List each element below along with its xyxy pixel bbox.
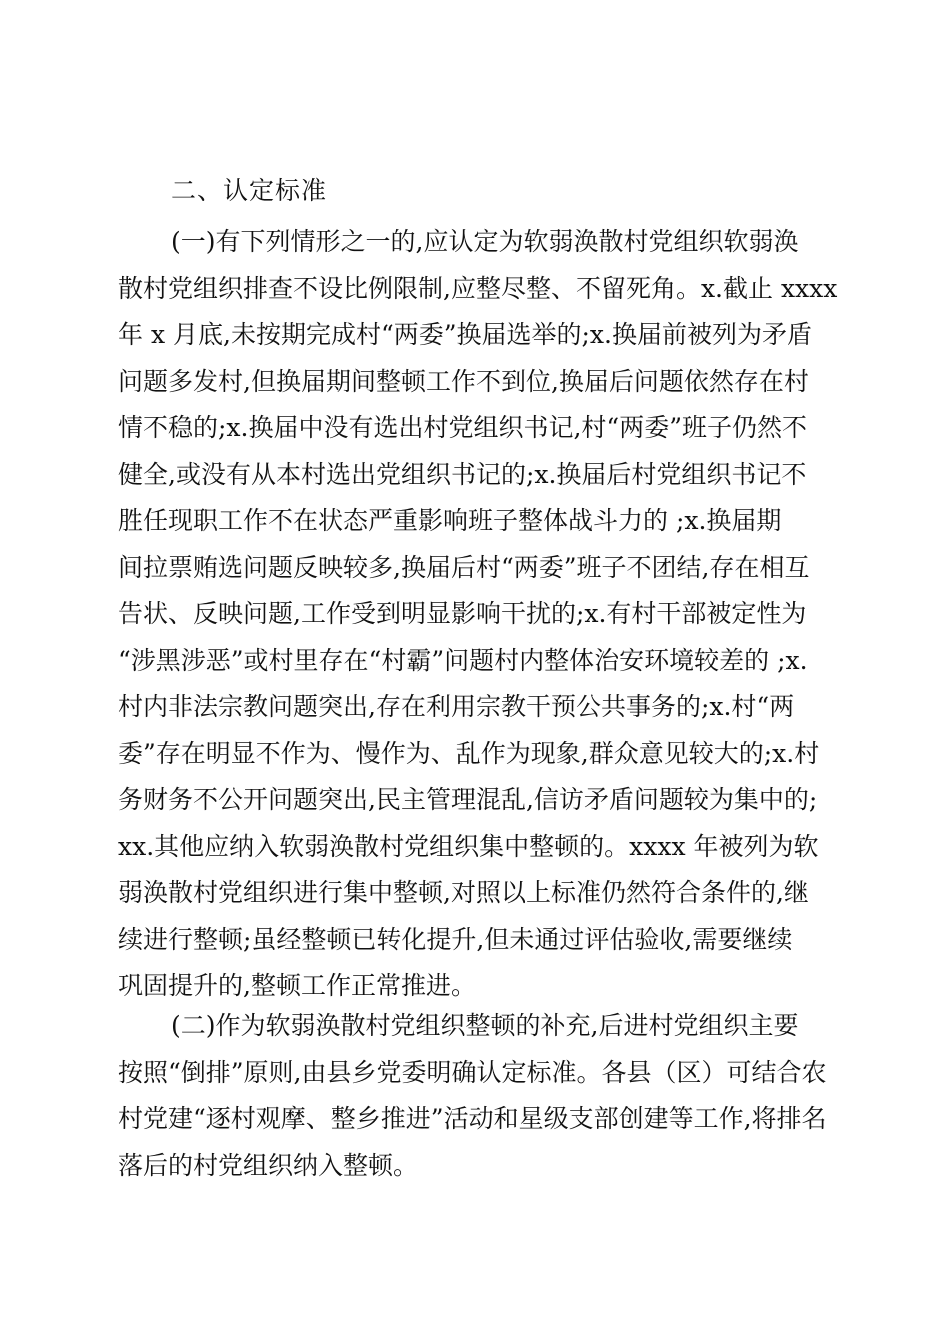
paragraph-line: 年 x 月底,未按期完成村“两委”换届选举的;x.换届前被列为矛盾 xyxy=(118,320,812,349)
paragraph-line: 巩固提升的,整顿工作正常推进。 xyxy=(118,971,476,1000)
paragraph-line: 村党建“逐村观摩、整乡推进”活动和星级支部创建等工作,将排名 xyxy=(118,1104,827,1133)
paragraph-line: 告状、反映问题,工作受到明显影响干扰的;x.有村干部被定性为 xyxy=(118,599,807,628)
paragraph-line: 健全,或没有从本村选出党组织书记的;x.换届后村党组织书记不 xyxy=(118,459,807,489)
paragraph-line: 胜任现职工作不在状态严重影响班子整体战斗力的 ;x.换届期 xyxy=(118,506,782,535)
paragraph-line: 弱涣散村党组织进行集中整顿,对照以上标准仍然符合条件的,继 xyxy=(118,878,809,907)
paragraph-line: 按照“倒排”原则,由县乡党委明确认定标准。各县（区）可结合农 xyxy=(118,1057,827,1087)
paragraph-line: (一)有下列情形之一的,应认定为软弱涣散村党组织软弱涣 xyxy=(171,227,799,256)
paragraph-line: 村内非法宗教问题突出,存在利用宗教干预公共事务的;x.村“两 xyxy=(118,692,795,721)
paragraph-line: xx.其他应纳入软弱涣散村党组织集中整顿的。xxxx 年被列为软 xyxy=(118,831,819,861)
paragraph-line: 问题多发村,但换届期间整顿工作不到位,换届后问题依然存在村 xyxy=(118,366,809,396)
paragraph-recognition-criteria-1 xyxy=(118,219,838,1010)
paragraph-line: 间拉票贿选问题反映较多,换届后村“两委”班子不团结,存在相互 xyxy=(118,552,810,582)
paragraph-line: 情不稳的;x.换届中没有选出村党组织书记,村“两委”班子仍然不 xyxy=(118,413,807,442)
paragraph-line: 务财务不公开问题突出,民主管理混乱,信访矛盾问题较为集中的; xyxy=(118,785,818,814)
section-heading: 二、认定标准 xyxy=(171,176,328,205)
paragraph-line: 委”存在明显不作为、慢作为、乱作为现象,群众意见较大的;x.村 xyxy=(118,738,820,768)
paragraph-line: “涉黑涉恶”或村里存在“村霸”问题村内整体治安环境较差的 ;x. xyxy=(118,645,808,675)
paragraph-recognition-criteria-2 xyxy=(118,1003,838,1189)
paragraph-line: 落后的村党组织纳入整顿。 xyxy=(118,1150,419,1180)
paragraph-line: 续进行整顿;虽经整顿已转化提升,但未通过评估验收,需要继续 xyxy=(118,924,793,954)
paragraph-line: 散村党组织排查不设比例限制,应整尽整、不留死角。x.截止 xxxx xyxy=(118,273,838,303)
paragraph-line: (二)作为软弱涣散村党组织整顿的补充,后进村党组织主要 xyxy=(171,1011,799,1040)
